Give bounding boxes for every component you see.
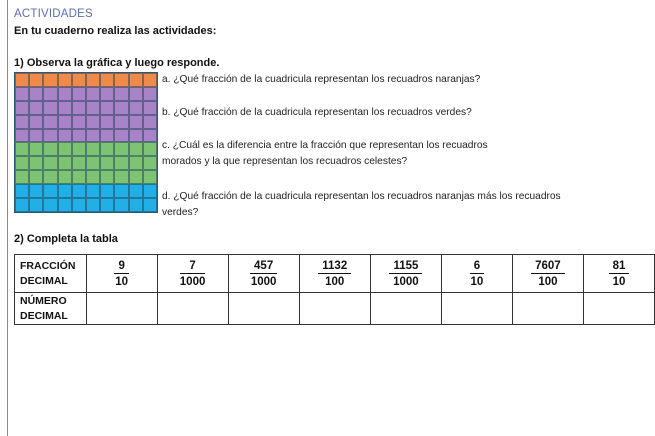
colored-grid bbox=[14, 72, 158, 213]
grid-cell-orange bbox=[43, 73, 57, 87]
grid-cell-purple bbox=[114, 101, 128, 115]
grid-cell-green bbox=[58, 142, 72, 156]
question-a: a. ¿Qué fracción de la cuadricula representan los recuadros naranjas? bbox=[162, 74, 481, 85]
decimal-row bbox=[15, 293, 655, 325]
grid-cell-purple bbox=[114, 115, 128, 129]
label-fraccion: FRACCIÓN bbox=[20, 259, 76, 272]
grid-cell-blue bbox=[86, 198, 100, 212]
grid-cell-orange bbox=[143, 73, 157, 87]
fraction bbox=[114, 260, 128, 288]
grid-cell-green bbox=[114, 142, 128, 156]
grid-cell-purple bbox=[43, 129, 57, 143]
grid-cell-purple bbox=[129, 101, 143, 115]
grid-cell-purple bbox=[100, 101, 114, 115]
fraction-cell bbox=[157, 255, 228, 293]
denominator: 10 bbox=[470, 275, 484, 288]
grid-cell-purple bbox=[29, 101, 43, 115]
grid-cell-blue bbox=[29, 198, 43, 212]
grid-cell-purple bbox=[29, 115, 43, 129]
grid-cell-green bbox=[143, 156, 157, 170]
label-decimal: DECIMAL bbox=[20, 309, 68, 322]
grid-cell-orange bbox=[58, 73, 72, 87]
grid-cell-purple bbox=[15, 87, 29, 101]
grid-cell-orange bbox=[114, 73, 128, 87]
fraction bbox=[531, 260, 565, 288]
question-b: b. ¿Qué fracción de la cuadricula representan los recuadros verdes? bbox=[162, 107, 472, 118]
grid-cell-blue bbox=[100, 198, 114, 212]
label-decimal: DECIMAL bbox=[20, 274, 68, 287]
page-margin-line bbox=[7, 0, 8, 436]
grid-cell-purple bbox=[100, 87, 114, 101]
answer-cell[interactable] bbox=[157, 293, 228, 325]
grid-cell-green bbox=[129, 156, 143, 170]
grid-cell-purple bbox=[43, 101, 57, 115]
grid-cell-green bbox=[72, 170, 86, 184]
grid-cell-orange bbox=[129, 73, 143, 87]
grid-cell-green bbox=[86, 142, 100, 156]
grid-cell-orange bbox=[86, 73, 100, 87]
instruction-text: En tu cuaderno realiza las actividades: bbox=[14, 25, 217, 37]
grid-cell-orange bbox=[100, 73, 114, 87]
grid-cell-green bbox=[15, 156, 29, 170]
grid-cell-purple bbox=[129, 129, 143, 143]
fraction-cell bbox=[584, 255, 655, 293]
grid-cell-purple bbox=[72, 129, 86, 143]
grid-cell-purple bbox=[15, 101, 29, 115]
grid-cell-blue bbox=[58, 198, 72, 212]
grid-cell-blue bbox=[129, 184, 143, 198]
grid-cell-blue bbox=[29, 184, 43, 198]
grid-cell-purple bbox=[129, 87, 143, 101]
grid-cell-green bbox=[86, 156, 100, 170]
grid-cell-purple bbox=[43, 115, 57, 129]
grid-cell-orange bbox=[29, 73, 43, 87]
denominator: 1000 bbox=[250, 275, 277, 288]
grid-cell-blue bbox=[72, 198, 86, 212]
denominator: 10 bbox=[612, 275, 626, 288]
numerator: 9 bbox=[114, 260, 128, 274]
grid-cell-green bbox=[58, 156, 72, 170]
grid-cell-blue bbox=[86, 184, 100, 198]
grid-cell-green bbox=[29, 170, 43, 184]
numerator: 6 bbox=[470, 260, 484, 274]
grid-cell-green bbox=[143, 170, 157, 184]
grid-cell-green bbox=[43, 156, 57, 170]
grid-cell-green bbox=[143, 142, 157, 156]
fraction-row-label bbox=[15, 255, 87, 293]
grid-cell-green bbox=[15, 170, 29, 184]
grid-cell-blue bbox=[129, 198, 143, 212]
grid-cell-blue bbox=[100, 184, 114, 198]
grid-cell-purple bbox=[86, 129, 100, 143]
grid-cell-blue bbox=[15, 184, 29, 198]
grid-cell-purple bbox=[72, 115, 86, 129]
grid-cell-purple bbox=[86, 87, 100, 101]
numerator: 1155 bbox=[389, 260, 422, 274]
grid-cell-purple bbox=[143, 115, 157, 129]
grid-cell-blue bbox=[143, 184, 157, 198]
fraction bbox=[470, 260, 484, 288]
grid-cell-purple bbox=[100, 115, 114, 129]
grid-cell-blue bbox=[43, 184, 57, 198]
fraction-cell bbox=[370, 255, 441, 293]
grid-cell-green bbox=[100, 170, 114, 184]
grid-cell-orange bbox=[72, 73, 86, 87]
grid-cell-green bbox=[129, 170, 143, 184]
fraction bbox=[318, 260, 351, 288]
numerator: 1132 bbox=[318, 260, 351, 274]
grid-cell-purple bbox=[29, 129, 43, 143]
grid-cell-blue bbox=[43, 198, 57, 212]
grid-cell-green bbox=[72, 142, 86, 156]
grid-cell-purple bbox=[86, 115, 100, 129]
grid-cell-purple bbox=[86, 101, 100, 115]
grid-cell-orange bbox=[15, 73, 29, 87]
fraction bbox=[389, 260, 422, 288]
grid-cell-blue bbox=[114, 198, 128, 212]
fraction-cell bbox=[228, 255, 299, 293]
answer-cell[interactable] bbox=[584, 293, 655, 325]
section-1-title: 1) Observa la gráfica y luego responde. bbox=[14, 57, 220, 69]
grid-cell-purple bbox=[29, 87, 43, 101]
grid-cell-purple bbox=[100, 129, 114, 143]
question-c-line2: morados y la que representan los recuadros celestes? bbox=[162, 156, 408, 167]
grid-cell-purple bbox=[129, 115, 143, 129]
answer-cell[interactable] bbox=[442, 293, 513, 325]
fraction-cell bbox=[86, 255, 157, 293]
grid-cell-purple bbox=[143, 129, 157, 143]
grid-cell-purple bbox=[143, 87, 157, 101]
grid-cell-green bbox=[43, 142, 57, 156]
numerator: 7 bbox=[180, 260, 206, 274]
grid-cell-blue bbox=[72, 184, 86, 198]
grid-cell-purple bbox=[72, 87, 86, 101]
section-2-title: 2) Completa la tabla bbox=[14, 233, 118, 245]
grid-cell-green bbox=[129, 142, 143, 156]
grid-cell-purple bbox=[72, 101, 86, 115]
fraction-cell bbox=[512, 255, 583, 293]
grid-cell-purple bbox=[58, 87, 72, 101]
page-heading: ACTIVIDADES bbox=[14, 8, 93, 20]
fraction-cell bbox=[442, 255, 513, 293]
grid-cell-green bbox=[86, 170, 100, 184]
answer-cell[interactable] bbox=[512, 293, 583, 325]
denominator: 100 bbox=[538, 275, 558, 288]
grid-cell-purple bbox=[58, 129, 72, 143]
grid-cell-blue bbox=[15, 198, 29, 212]
grid-cell-purple bbox=[15, 115, 29, 129]
grid-cell-green bbox=[29, 142, 43, 156]
numerator: 7607 bbox=[531, 260, 565, 274]
grid-cell-green bbox=[15, 142, 29, 156]
grid-cell-green bbox=[29, 156, 43, 170]
denominator: 1000 bbox=[393, 275, 419, 288]
fraction-row bbox=[15, 255, 655, 293]
grid-cell-purple bbox=[114, 87, 128, 101]
grid-cell-purple bbox=[58, 115, 72, 129]
grid-cell-green bbox=[72, 156, 86, 170]
answer-cell[interactable] bbox=[86, 293, 157, 325]
question-c-line1: c. ¿Cuál es la diferencia entre la fracción que representan los recuadros bbox=[162, 140, 488, 151]
fraction-cell bbox=[299, 255, 370, 293]
grid-cell-purple bbox=[114, 129, 128, 143]
grid-cell-purple bbox=[15, 129, 29, 143]
question-d-line2: verdes? bbox=[162, 207, 199, 218]
fractions-table bbox=[14, 254, 655, 325]
grid-cell-green bbox=[100, 156, 114, 170]
fraction bbox=[250, 260, 277, 288]
grid-cell-green bbox=[114, 170, 128, 184]
question-d-line1: d. ¿Qué fracción de la cuadricula representan los recuadros naranjas más los recuadros bbox=[162, 191, 561, 202]
answer-cell[interactable] bbox=[370, 293, 441, 325]
denominator: 1000 bbox=[179, 275, 206, 288]
decimal-row-label bbox=[15, 293, 87, 325]
grid-cell-blue bbox=[58, 184, 72, 198]
numerator: 457 bbox=[250, 260, 277, 274]
grid-cell-purple bbox=[58, 101, 72, 115]
grid-cell-blue bbox=[143, 198, 157, 212]
grid-cell-purple bbox=[143, 101, 157, 115]
fraction bbox=[609, 260, 630, 288]
grid-cell-blue bbox=[114, 184, 128, 198]
grid-cell-green bbox=[43, 170, 57, 184]
answer-cell[interactable] bbox=[228, 293, 299, 325]
fraction bbox=[180, 260, 206, 288]
label-numero: NÚMERO bbox=[20, 294, 67, 307]
denominator: 10 bbox=[115, 275, 129, 288]
numerator: 81 bbox=[609, 260, 630, 274]
denominator: 100 bbox=[325, 275, 345, 288]
grid-cell-purple bbox=[43, 87, 57, 101]
grid-cell-green bbox=[100, 142, 114, 156]
answer-cell[interactable] bbox=[299, 293, 370, 325]
grid-cell-green bbox=[58, 170, 72, 184]
grid-cell-green bbox=[114, 156, 128, 170]
